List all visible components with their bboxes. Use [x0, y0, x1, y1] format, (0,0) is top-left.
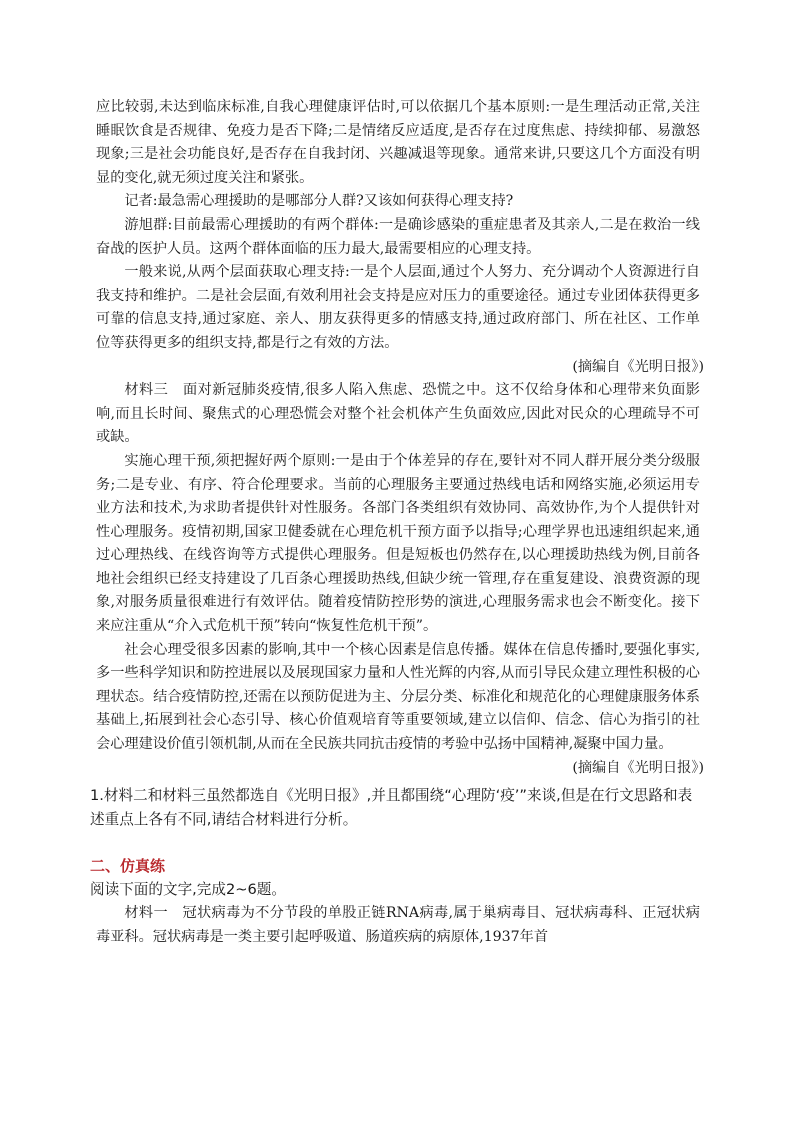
m2-paragraph-continued: 应比较弱,未达到临床标准,自我心理健康评估时,可以依据几个基本原则:一是生理活动正常,关注睡眠饮食是否规律、免疫力是否下降;二是情绪反应适度,是否存在过度焦虑、持续抑郁、易激怒现象;三是社会功能良好,是否存在自我封闭、兴趣减退等现象。通常来讲,只要这几个方面没有明显的变化,就无须过度关注和紧张。 — [96, 99, 700, 186]
source-citation-2: (摘编自《光明日报》) — [572, 759, 704, 776]
m1-paragraph-text: 冠状病毒为不分节段的单股正链RNA病毒,属于巢病毒目、冠状病毒科、正冠状病毒亚科。冠状病毒是一类主要引起呼吸道、肠道疾病的病原体,1937年首 — [96, 905, 700, 945]
m3-paragraph-2: 实施心理干预,须把握好两个原则:一是由于个体差异的存在,要针对不同人群开展分类分级服务;二是专业、有序、符合伦理要求。当前的心理服务主要通过热线电话和网络实施,必须运用专业方法和技术,为求助者提供针对性服务。各部门各类组织有效协同、高效协作,为个人提供针对性心理服务。疫情初期,国家卫健委就在心理危机干预方面予以指导;心理学界也迅速组织起来,通过心理热线、在线咨询等方式提供心理服务。但是短板也仍然存在,以心理援助热线为例,目前各地社会组织已经支持建设了几百条心理援助热线,但缺少统一管理,存在重复建设、浪费资源的现象,对服务质量很难进行有效评估。随着疫情防控形势的演进,心理服务需求也会不断变化。接下来应注重从“介入式危机干预”转向“恢复性危机干预”。 — [96, 452, 700, 635]
m2-reporter-question: 记者:最急需心理援助的是哪部分人群?又该如何获得心理支持? — [124, 193, 514, 210]
source-citation-1: (摘编自《光明日报》) — [572, 358, 704, 375]
instruction: 阅读下面的文字,完成2~6题。 — [90, 881, 286, 899]
m2-answer-support: 一般来说,从两个层面获取心理支持:一是个人层面,通过个人努力、充分调动个人资源进行自我支持和维护。二是社会层面,有效利用社会支持是应对压力的重要途径。通过专业团体获得更多可靠的信息支持,通过家庭、亲人、朋友获得更多的情感支持,通过政府部门、所在社区、工作单位等获得更多的组织支持,都是行之有效的方法。 — [96, 264, 700, 351]
question-1: 1.材料二和材料三虽然都选自《光明日报》,并且都围绕“心理防‘疫’”来谈,但是在行文思路和表述重点上各有不同,请结合材料进行分析。 — [90, 787, 693, 829]
m2-answer-groups: 游旭群:目前最需心理援助的有两个群体:一是确诊感染的重症患者及其亲人,二是在救治一线奋战的医护人员。这两个群体面临的压力最大,最需要相应的心理支持。 — [96, 216, 700, 257]
document-page — [90, 96, 704, 949]
m3-paragraph-1-text: 面对新冠肺炎疫情,很多人陷入焦虑、恐慌之中。这不仅给身体和心理带来负面影响,而且长时间、聚焦式的心理恐慌会对整个社会机体产生负面效应,因此对民众的心理疏导不可或缺。 — [96, 382, 700, 446]
material-1-label: 材料一 — [124, 905, 168, 922]
material-3-label: 材料三 — [124, 382, 169, 399]
m1-paragraph — [96, 902, 700, 949]
m3-paragraph-3: 社会心理受很多因素的影响,其中一个核心因素是信息传播。媒体在信息传播时,要强化事实,多一些科学知识和防控进展以及展现国家力量和人性光辉的内容,从而引导民众建立理性积极的心理状态。结合疫情防控,还需在以预防促进为主、分层分类、标准化和规范化的心理健康服务体系基础上,拓展到社会心态引导、核心价值观培育等重要领域,建立以信仰、信念、信心为指引的社会心理建设价值引领机制,从而在全民族共同抗击疫情的考验中弘扬中国精神,凝聚中国力量。 — [96, 641, 700, 753]
m3-paragraph-1 — [96, 379, 700, 450]
section-heading: 二、仿真练 — [90, 857, 166, 876]
